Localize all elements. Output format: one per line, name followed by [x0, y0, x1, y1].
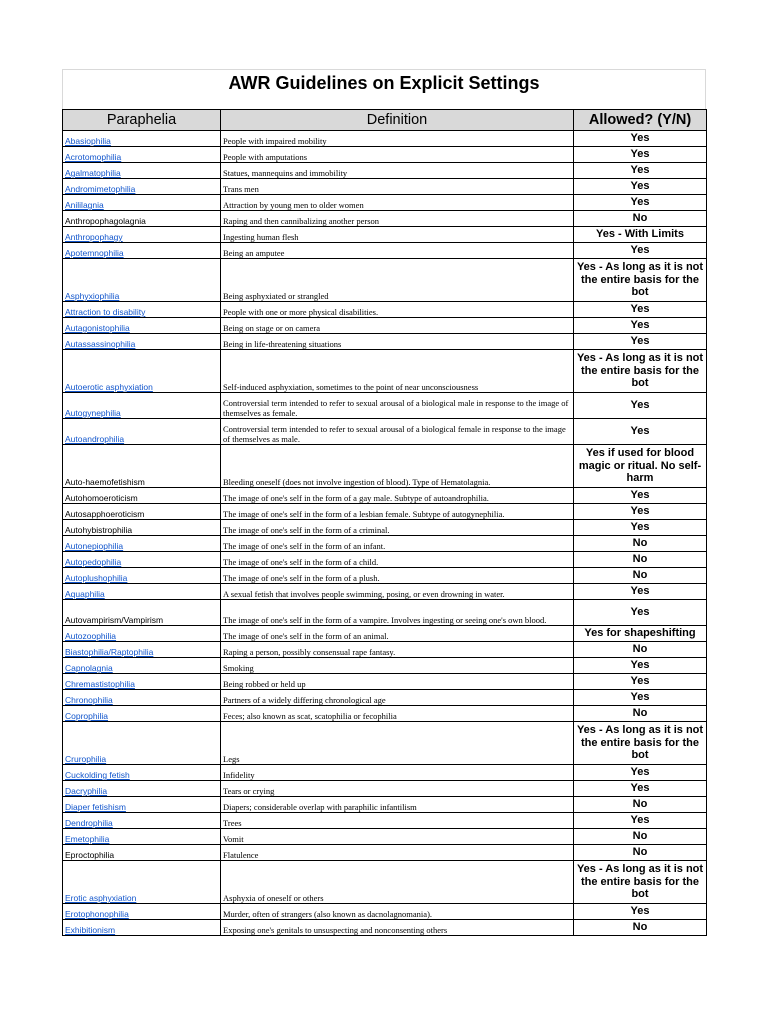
- paraphilia-cell: [63, 642, 221, 658]
- paraphilia-cell: [63, 131, 221, 147]
- allowed-cell: Yes: [574, 131, 707, 147]
- allowed-cell: Yes: [574, 195, 707, 211]
- table-row: [63, 243, 707, 259]
- definition-cell: Raping a person, possibly consensual rape fantasy.: [221, 642, 574, 658]
- paraphilia-cell: [63, 600, 221, 626]
- allowed-cell: No: [574, 536, 707, 552]
- table-row: [63, 920, 707, 936]
- definition-cell: Diapers; considerable overlap with paraphilic infantilism: [221, 797, 574, 813]
- paraphilia-link[interactable]: Autoandrophilia: [65, 434, 125, 444]
- table-row: [63, 626, 707, 642]
- header-definition: Definition: [221, 110, 574, 131]
- paraphilia-link[interactable]: Autoerotic asphyxiation: [65, 382, 153, 392]
- table-row: [63, 781, 707, 797]
- paraphilia-cell: [63, 147, 221, 163]
- allowed-cell: Yes: [574, 393, 707, 419]
- table-row: [63, 690, 707, 706]
- paraphilia-cell: [63, 520, 221, 536]
- allowed-cell: No: [574, 706, 707, 722]
- table-row: [63, 419, 707, 445]
- allowed-cell: No: [574, 829, 707, 845]
- definition-cell: Infidelity: [221, 765, 574, 781]
- paraphilia-cell: [63, 690, 221, 706]
- paraphilia-link[interactable]: Capnolagnia: [65, 663, 113, 673]
- table-row: [63, 318, 707, 334]
- paraphilia-link[interactable]: Autoplushophilia: [65, 573, 128, 583]
- paraphilia-link[interactable]: Crurophilia: [65, 754, 107, 764]
- definition-cell: Flatulence: [221, 845, 574, 861]
- definition-cell: Being in life-threatening situations: [221, 334, 574, 350]
- paraphilia-cell: [63, 626, 221, 642]
- definition-cell: Attraction by young men to older women: [221, 195, 574, 211]
- allowed-cell: Yes for shapeshifting: [574, 626, 707, 642]
- definition-cell: People with impaired mobility: [221, 131, 574, 147]
- allowed-cell: Yes: [574, 163, 707, 179]
- paraphilia-link[interactable]: Autagonistophilia: [65, 323, 130, 333]
- table-row: [63, 536, 707, 552]
- allowed-cell: Yes: [574, 147, 707, 163]
- allowed-cell: No: [574, 797, 707, 813]
- paraphilia-cell: [63, 243, 221, 259]
- table-row: [63, 904, 707, 920]
- paraphilia-link[interactable]: Apotemnophilia: [65, 248, 124, 258]
- paraphilia-link[interactable]: Autonepiophilia: [65, 541, 124, 551]
- definition-cell: Being asphyxiated or strangled: [221, 259, 574, 302]
- allowed-cell: No: [574, 568, 707, 584]
- allowed-cell: No: [574, 552, 707, 568]
- header-allowed: Allowed? (Y/N): [574, 110, 707, 131]
- table-row: [63, 765, 707, 781]
- definition-cell: Vomit: [221, 829, 574, 845]
- table-row: [63, 195, 707, 211]
- definition-cell: Murder, often of strangers (also known as dacnolagnomania).: [221, 904, 574, 920]
- paraphilia-link[interactable]: Andromimetophilia: [65, 184, 136, 194]
- allowed-cell: No: [574, 845, 707, 861]
- table-row: [63, 163, 707, 179]
- paraphilia-cell: [63, 797, 221, 813]
- table-row: [63, 568, 707, 584]
- paraphilia-cell: [63, 845, 221, 861]
- definition-cell: Statues, mannequins and immobility: [221, 163, 574, 179]
- allowed-cell: Yes: [574, 781, 707, 797]
- table-row: [63, 350, 707, 393]
- paraphilia-link[interactable]: Erotic asphyxiation: [65, 893, 137, 903]
- allowed-cell: Yes - With Limits: [574, 227, 707, 243]
- table-row: [63, 642, 707, 658]
- paraphilia-cell: [63, 504, 221, 520]
- allowed-cell: No: [574, 642, 707, 658]
- paraphilia-cell: [63, 334, 221, 350]
- allowed-cell: Yes: [574, 488, 707, 504]
- table-row: [63, 584, 707, 600]
- page-title: AWR Guidelines on Explicit Settings: [62, 69, 706, 97]
- paraphilia-name: Autovampirism/Vampirism: [65, 615, 164, 625]
- paraphilia-link[interactable]: Chronophilia: [65, 695, 113, 705]
- table-row: [63, 552, 707, 568]
- definition-cell: Legs: [221, 722, 574, 765]
- allowed-cell: Yes: [574, 302, 707, 318]
- paraphilia-cell: [63, 861, 221, 904]
- definition-cell: Trees: [221, 813, 574, 829]
- paraphilia-cell: [63, 318, 221, 334]
- paraphilia-link[interactable]: Biastophilia/Raptophilia: [65, 647, 154, 657]
- paraphilia-name: Autosapphoeroticism: [65, 509, 145, 519]
- table-body: [63, 131, 707, 936]
- paraphilia-name: Autohomoeroticism: [65, 493, 138, 503]
- paraphilia-link[interactable]: Acrotomophilia: [65, 152, 122, 162]
- definition-cell: Feces; also known as scat, scatophilia or fecophilia: [221, 706, 574, 722]
- definition-cell: Controversial term intended to refer to sexual arousal of a biological male in response to the image of themselves as female.: [221, 393, 574, 419]
- table-row: [63, 334, 707, 350]
- definition-cell: Partners of a widely differing chronological age: [221, 690, 574, 706]
- table-row: [63, 600, 707, 626]
- paraphilia-cell: [63, 350, 221, 393]
- definition-cell: Asphyxia of oneself or others: [221, 861, 574, 904]
- table-row: [63, 147, 707, 163]
- paraphilia-cell: [63, 781, 221, 797]
- definition-cell: Bleeding oneself (does not involve ingestion of blood). Type of Hematolagnia.: [221, 445, 574, 488]
- paraphilia-cell: [63, 706, 221, 722]
- allowed-cell: No: [574, 920, 707, 936]
- allowed-cell: Yes: [574, 179, 707, 195]
- paraphilia-cell: [63, 568, 221, 584]
- paraphilia-cell: [63, 813, 221, 829]
- table-row: [63, 259, 707, 302]
- paraphilia-cell: [63, 536, 221, 552]
- definition-cell: The image of one's self in the form of a vampire. Involves ingesting or seeing one's own blood.: [221, 600, 574, 626]
- allowed-cell: No: [574, 211, 707, 227]
- table-row: [63, 674, 707, 690]
- paraphilia-cell: [63, 722, 221, 765]
- allowed-cell: Yes if used for blood magic or ritual. No self-harm: [574, 445, 707, 488]
- allowed-cell: Yes: [574, 318, 707, 334]
- definition-cell: People with amputations: [221, 147, 574, 163]
- allowed-cell: Yes: [574, 584, 707, 600]
- paraphilia-name: Auto-haemofetishism: [65, 477, 145, 487]
- paraphilia-cell: [63, 658, 221, 674]
- definition-cell: The image of one's self in the form of a criminal.: [221, 520, 574, 536]
- paraphilia-cell: [63, 259, 221, 302]
- allowed-cell: Yes: [574, 674, 707, 690]
- paraphilia-link[interactable]: Chremastistophilia: [65, 679, 135, 689]
- definition-cell: The image of one's self in the form of an animal.: [221, 626, 574, 642]
- paraphilia-cell: [63, 163, 221, 179]
- paraphilia-link[interactable]: Asphyxiophilia: [65, 291, 120, 301]
- paraphilia-cell: [63, 584, 221, 600]
- allowed-cell: Yes: [574, 813, 707, 829]
- paraphilia-link[interactable]: Abasiophilia: [65, 136, 111, 146]
- paraphilia-link[interactable]: Dendrophilia: [65, 818, 113, 828]
- table-row: [63, 706, 707, 722]
- header-paraphilia: Paraphelia: [63, 110, 221, 131]
- paraphilia-link[interactable]: Anililagnia: [65, 200, 104, 210]
- paraphilia-name: Eproctophilia: [65, 850, 115, 860]
- definition-cell: A sexual fetish that involves people swimming, posing, or even drowning in water.: [221, 584, 574, 600]
- allowed-cell: Yes: [574, 419, 707, 445]
- spreadsheet: [62, 69, 706, 936]
- paraphilia-link[interactable]: Anthropophagy: [65, 232, 123, 242]
- guidelines-table: [62, 109, 707, 936]
- allowed-cell: Yes: [574, 334, 707, 350]
- allowed-cell: Yes: [574, 243, 707, 259]
- definition-cell: The image of one's self in the form of a child.: [221, 552, 574, 568]
- paraphilia-cell: [63, 179, 221, 195]
- definition-cell: Being on stage or on camera: [221, 318, 574, 334]
- definition-cell: Exposing one's genitals to unsuspecting and nonconsenting others: [221, 920, 574, 936]
- paraphilia-cell: [63, 211, 221, 227]
- paraphilia-cell: [63, 419, 221, 445]
- paraphilia-link[interactable]: Dacryphilia: [65, 786, 108, 796]
- allowed-cell: Yes: [574, 904, 707, 920]
- definition-cell: Raping and then cannibalizing another person: [221, 211, 574, 227]
- paraphilia-cell: [63, 302, 221, 318]
- table-row: [63, 797, 707, 813]
- definition-cell: Controversial term intended to refer to sexual arousal of a biological female in response to the image of themselves as male.: [221, 419, 574, 445]
- table-row: [63, 520, 707, 536]
- allowed-cell: Yes: [574, 520, 707, 536]
- table-row: [63, 393, 707, 419]
- header-row: [63, 110, 707, 131]
- definition-cell: The image of one's self in the form of a gay male. Subtype of autoandrophilia.: [221, 488, 574, 504]
- table-row: [63, 211, 707, 227]
- paraphilia-link[interactable]: Emetophilia: [65, 834, 110, 844]
- definition-cell: Tears or crying: [221, 781, 574, 797]
- paraphilia-link[interactable]: Autopedophilia: [65, 557, 122, 567]
- definition-cell: The image of one's self in the form of a lesbian female. Subtype of autogynephilia.: [221, 504, 574, 520]
- definition-cell: Self-induced asphyxiation, sometimes to the point of near unconsciousness: [221, 350, 574, 393]
- allowed-cell: Yes - As long as it is not the entire basis for the bot: [574, 350, 707, 393]
- table-row: [63, 504, 707, 520]
- paraphilia-cell: [63, 445, 221, 488]
- paraphilia-cell: [63, 829, 221, 845]
- definition-cell: Being an amputee: [221, 243, 574, 259]
- table-row: [63, 131, 707, 147]
- paraphilia-link[interactable]: Agalmatophilia: [65, 168, 121, 178]
- allowed-cell: Yes - As long as it is not the entire basis for the bot: [574, 722, 707, 765]
- paraphilia-link[interactable]: Erotophonophilia: [65, 909, 129, 919]
- paraphilia-link[interactable]: Cuckolding fetish: [65, 770, 130, 780]
- table-row: [63, 813, 707, 829]
- table-row: [63, 179, 707, 195]
- definition-cell: Smoking: [221, 658, 574, 674]
- paraphilia-cell: [63, 393, 221, 419]
- allowed-cell: Yes: [574, 690, 707, 706]
- definition-cell: Being robbed or held up: [221, 674, 574, 690]
- allowed-cell: Yes - As long as it is not the entire basis for the bot: [574, 259, 707, 302]
- paraphilia-link[interactable]: Diaper fetishism: [65, 802, 126, 812]
- paraphilia-cell: [63, 920, 221, 936]
- table-row: [63, 861, 707, 904]
- table-row: [63, 722, 707, 765]
- definition-cell: Trans men: [221, 179, 574, 195]
- table-row: [63, 845, 707, 861]
- paraphilia-link[interactable]: Autozoophilia: [65, 631, 117, 641]
- table-row: [63, 829, 707, 845]
- paraphilia-cell: [63, 195, 221, 211]
- table-row: [63, 227, 707, 243]
- allowed-cell: Yes: [574, 765, 707, 781]
- allowed-cell: Yes: [574, 504, 707, 520]
- allowed-cell: Yes - As long as it is not the entire basis for the bot: [574, 861, 707, 904]
- paraphilia-link[interactable]: Exhibitionism: [65, 925, 116, 935]
- paraphilia-cell: [63, 227, 221, 243]
- paraphilia-cell: [63, 765, 221, 781]
- allowed-cell: Yes: [574, 658, 707, 674]
- paraphilia-link[interactable]: Attraction to disability: [65, 307, 146, 317]
- paraphilia-link[interactable]: Autassassinophilia: [65, 339, 136, 349]
- paraphilia-link[interactable]: Autogynephilia: [65, 408, 121, 418]
- paraphilia-link[interactable]: Aquaphilia: [65, 589, 105, 599]
- table-row: [63, 658, 707, 674]
- table-row: [63, 445, 707, 488]
- definition-cell: The image of one's self in the form of an infant.: [221, 536, 574, 552]
- paraphilia-link[interactable]: Coprophilia: [65, 711, 108, 721]
- table-row: [63, 302, 707, 318]
- paraphilia-name: Anthropophagolagnia: [65, 216, 146, 226]
- spacer-row: [62, 97, 706, 109]
- definition-cell: People with one or more physical disabilities.: [221, 302, 574, 318]
- paraphilia-cell: [63, 674, 221, 690]
- allowed-cell: Yes: [574, 600, 707, 626]
- paraphilia-name: Autohybistrophilia: [65, 525, 133, 535]
- definition-cell: The image of one's self in the form of a plush.: [221, 568, 574, 584]
- table-row: [63, 488, 707, 504]
- paraphilia-cell: [63, 904, 221, 920]
- definition-cell: Ingesting human flesh: [221, 227, 574, 243]
- paraphilia-cell: [63, 488, 221, 504]
- paraphilia-cell: [63, 552, 221, 568]
